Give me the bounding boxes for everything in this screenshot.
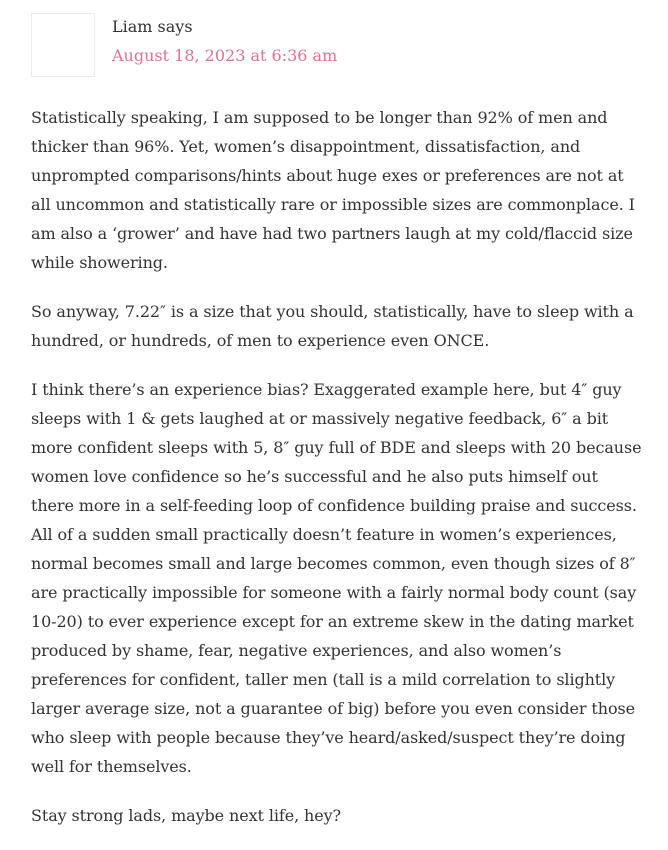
comment-paragraph: So anyway, 7.22″ is a size that you should, statistically, have to sleep with a hundred, or hundreds, of men to experience even ONCE.	[31, 302, 634, 350]
comment-paragraph: I think there’s an experience bias? Exaggerated example here, but 4″ guy sleeps with 1 & gets laughed at or massively negative feedback, 6″ a bit more confident sleeps with 5, 8″ guy full of BDE and sleeps with 20 because women love confidence so he’s successful and he also puts himself out there more in a self-feeding loop of confidence building praise and success. All of a sudden small practically doesn’t feature in women’s experiences, normal becomes small and large becomes common, even though sizes of 8″ are practically impossible for someone with a fairly normal body count (say 10-20) to ever experience except for an extreme skew in the dating market produced by shame, fear, negative experiences, and also women’s preferences for confident, taller men (tall is a mild correlation to slightly larger average size, not a guarantee of big) before you even consider those who sleep with people because they’ve heard/asked/suspect they’re doing well for themselves.	[31, 380, 642, 776]
comment-paragraph: Stay strong lads, maybe next life, hey?	[31, 806, 342, 825]
comment-author-line	[112, 16, 193, 38]
avatar[interactable]	[31, 13, 95, 77]
comment-says: says	[157, 17, 193, 36]
comment-body	[31, 103, 643, 850]
comment-paragraph: Statistically speaking, I am supposed to be longer than 92% of men and thicker than 96%. Yet, women’s disappointment, dissatisfaction, and unprompted comparisons/hints about huge exes or preferences are not at all uncommon and statistically rare or impossible sizes are commonplace. I am also a ‘grower’ and have had two partners laugh at my cold/flaccid size while showering.	[31, 108, 635, 272]
comment-author[interactable]: Liam	[112, 17, 153, 36]
comment-date-link[interactable]: August 18, 2023 at 6:36 am	[112, 46, 338, 65]
